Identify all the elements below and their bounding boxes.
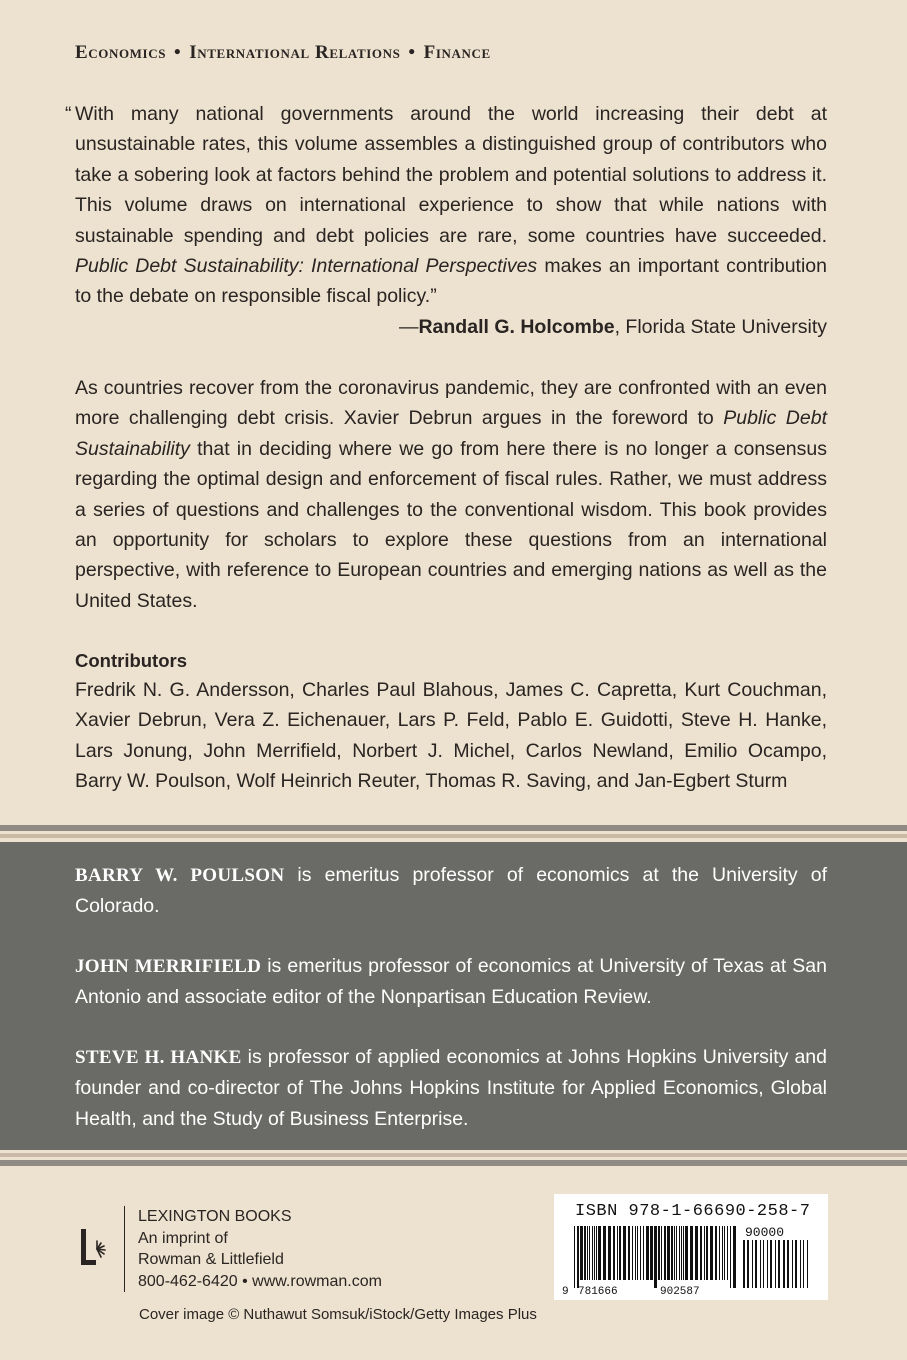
addon-bar (800, 1240, 801, 1288)
barcode-bar (679, 1226, 680, 1280)
barcode-bar (577, 1226, 579, 1288)
barcode-bar (674, 1226, 675, 1280)
cover-image-credit: Cover image © Nuthawut Somsuk/iStock/Getty Images Plus (139, 1306, 537, 1323)
bio-text: is emeritus professor of economics at the University of Colorado. (75, 864, 827, 918)
barcode-bar (715, 1226, 717, 1280)
barcode-bar (640, 1226, 641, 1280)
stripe-dark (0, 1160, 907, 1166)
barcode-bar (719, 1226, 720, 1280)
addon-bar (752, 1240, 753, 1288)
barcode-bar (650, 1226, 653, 1280)
ean-digit: 902587 (660, 1286, 700, 1298)
subject-international-relations: International Relations (189, 42, 401, 63)
subject-economics: Economics (75, 42, 167, 63)
barcode-bar (613, 1226, 615, 1280)
description-part1: As countries recover from the coronavirus pandemic, they are confronted with an even more challenging debt crisis. Xavier Debrun argues in the foreword to (75, 377, 827, 430)
barcode-bar (700, 1226, 702, 1280)
barcode-bar (658, 1226, 660, 1280)
bio-hanke (75, 1042, 827, 1134)
barcode-bar (594, 1226, 595, 1280)
barcode-bar (628, 1226, 630, 1280)
addon-bar (783, 1240, 785, 1288)
barcode-bar (704, 1226, 705, 1280)
barcode-bar (643, 1226, 644, 1280)
stripe-light (0, 834, 907, 838)
bio-name: JOHN MERRIFIELD (75, 956, 262, 977)
barcode-bar (580, 1226, 583, 1280)
barcode-bar (574, 1226, 575, 1288)
barcode-bar (685, 1226, 688, 1280)
bio-name: STEVE H. HANKE (75, 1047, 242, 1068)
ean-digit: 9 (562, 1286, 569, 1298)
barcode-bar (671, 1226, 673, 1280)
publisher-imprint-line: An imprint of (138, 1229, 228, 1247)
publisher-parent: Rowman & Littlefield (138, 1251, 284, 1268)
addon-bar (747, 1240, 749, 1288)
barcode-bar (619, 1226, 621, 1280)
addon-bar (778, 1240, 780, 1288)
quote-book-title: Public Debt Sustainability: International Perspectives (75, 255, 538, 278)
bio-text: is emeritus professor of economics at University of Texas at San Antonio and associate editor of the Nonpartisan Education Review. (75, 955, 827, 1009)
barcode-bar (664, 1226, 666, 1280)
stripe-dark (0, 825, 907, 831)
quote-author: Randall G. Holcombe (418, 315, 615, 338)
quote-lead-text: With many national governments around the world increasing their debt at unsustainable rates, this volume assembles a distinguished group of contributors who take a sobering look at factors behind the problem and potential solutions to address it. This volume draws on international experience to show that while nations with sustainable spending and debt policies are rare, some countries have succeeded. (75, 103, 827, 247)
publisher-name: LEXINGTON BOOKS (138, 1208, 292, 1225)
contributors-section (75, 647, 827, 797)
addon-bar (807, 1240, 808, 1288)
barcode-bar (646, 1226, 649, 1280)
barcode-bar (690, 1226, 693, 1280)
barcode-bar (727, 1226, 728, 1280)
price-code-digits: 90000 (745, 1225, 785, 1240)
quote-open-mark: “ (65, 103, 72, 125)
attribution-dash: — (398, 315, 419, 338)
isbn-label: ISBN 978-1-66690-258-7 (575, 1202, 811, 1221)
barcode-bar (623, 1226, 626, 1280)
quote-attribution (75, 312, 827, 342)
barcode-bar (667, 1226, 670, 1280)
barcode-bar (592, 1226, 593, 1280)
barcode-bar (710, 1226, 713, 1280)
barcode-bar (603, 1226, 606, 1280)
subject-separator: • (408, 42, 416, 63)
barcode-bar (596, 1226, 597, 1280)
barcode-bar (706, 1226, 708, 1280)
contributors-list: Fredrik N. G. Andersson, Charles Paul Blahous, James C. Capretta, Kurt Couchman, Xavier Debrun, Vera Z. Eichenauer, Lars P. Feld, Pablo E. Guidotti, Steve H. Hanke, Lars Jonung, John Merrifield, Norbert J. Michel, Carlos Newland, Emilio Ocampo, Barry W. Poulson, Wolf Heinrich Reuter, Thomas R. Saving, and Jan-Egbert Sturm (75, 679, 827, 793)
bio-name: BARRY W. POULSON (75, 865, 285, 886)
barcode-bar (681, 1226, 682, 1280)
ean-digit: 781666 (578, 1286, 618, 1298)
endorsement-quote (65, 99, 827, 342)
description-part2: that in deciding where we go from here there is no longer a consensus regarding the optimal design and enforcement of fiscal rules. Rather, we must address a series of questions and challenges to the conventional wisdom. This book provides an opportunity for scholars to explore these questions from an international perspective, with reference to European countries and emerging nations as well as the United States. (75, 437, 827, 612)
author-bios-panel (0, 842, 907, 1150)
barcode-bar (730, 1226, 731, 1288)
addon-bar (763, 1240, 764, 1288)
barcode-bar (661, 1226, 662, 1280)
addon-bar (743, 1240, 745, 1288)
publisher-info (124, 1206, 382, 1292)
barcode-bar (635, 1226, 636, 1280)
isbn-barcode (554, 1194, 828, 1300)
subject-finance: Finance (423, 42, 491, 63)
bio-merrifield (75, 951, 827, 1013)
barcode-bar (632, 1226, 633, 1280)
barcode-bar (637, 1226, 638, 1280)
barcode-bar (608, 1226, 611, 1280)
contributors-heading: Contributors (75, 650, 188, 671)
barcode-bar (724, 1226, 725, 1280)
addon-bar (803, 1240, 804, 1288)
addon-bar (760, 1240, 761, 1288)
barcode-bar (598, 1226, 601, 1280)
stripe-light (0, 1153, 907, 1157)
barcode-bar (683, 1226, 684, 1280)
lexington-logo-icon (80, 1227, 110, 1269)
book-description (75, 373, 827, 616)
barcode-bar (587, 1226, 588, 1280)
addon-bar (770, 1240, 772, 1288)
barcode-bar (654, 1226, 657, 1288)
barcode-bar (733, 1226, 736, 1288)
barcode-bar (695, 1226, 698, 1280)
addon-bar (795, 1240, 797, 1288)
barcode-bar (584, 1226, 586, 1280)
barcode-bar (722, 1226, 723, 1280)
bio-text: is professor of applied economics at Johns Hopkins University and founder and co-director of The Johns Hopkins Institute for Applied Economics, Global Health, and the Study of Business Enterprise. (75, 1046, 827, 1130)
publisher-contact: 800-462-6420 • www.rowman.com (138, 1272, 382, 1290)
addon-bar (792, 1240, 793, 1288)
subject-categories (75, 42, 491, 64)
barcode-bar (617, 1226, 618, 1280)
barcode-bar (589, 1226, 590, 1280)
addon-bar (775, 1240, 776, 1288)
addon-bar (787, 1240, 789, 1288)
quote-affiliation: , Florida State University (614, 315, 827, 338)
bio-poulson (75, 860, 827, 922)
description-book-title: Public Debt Sustainability (75, 407, 827, 460)
addon-bar (767, 1240, 768, 1288)
subject-separator: • (174, 42, 182, 63)
barcode-bar (676, 1226, 677, 1280)
barcode-graphic (554, 1194, 828, 1300)
addon-bar (755, 1240, 757, 1288)
quote-tail-text: makes an important contribution to the debate on responsible fiscal policy.” (75, 255, 827, 308)
